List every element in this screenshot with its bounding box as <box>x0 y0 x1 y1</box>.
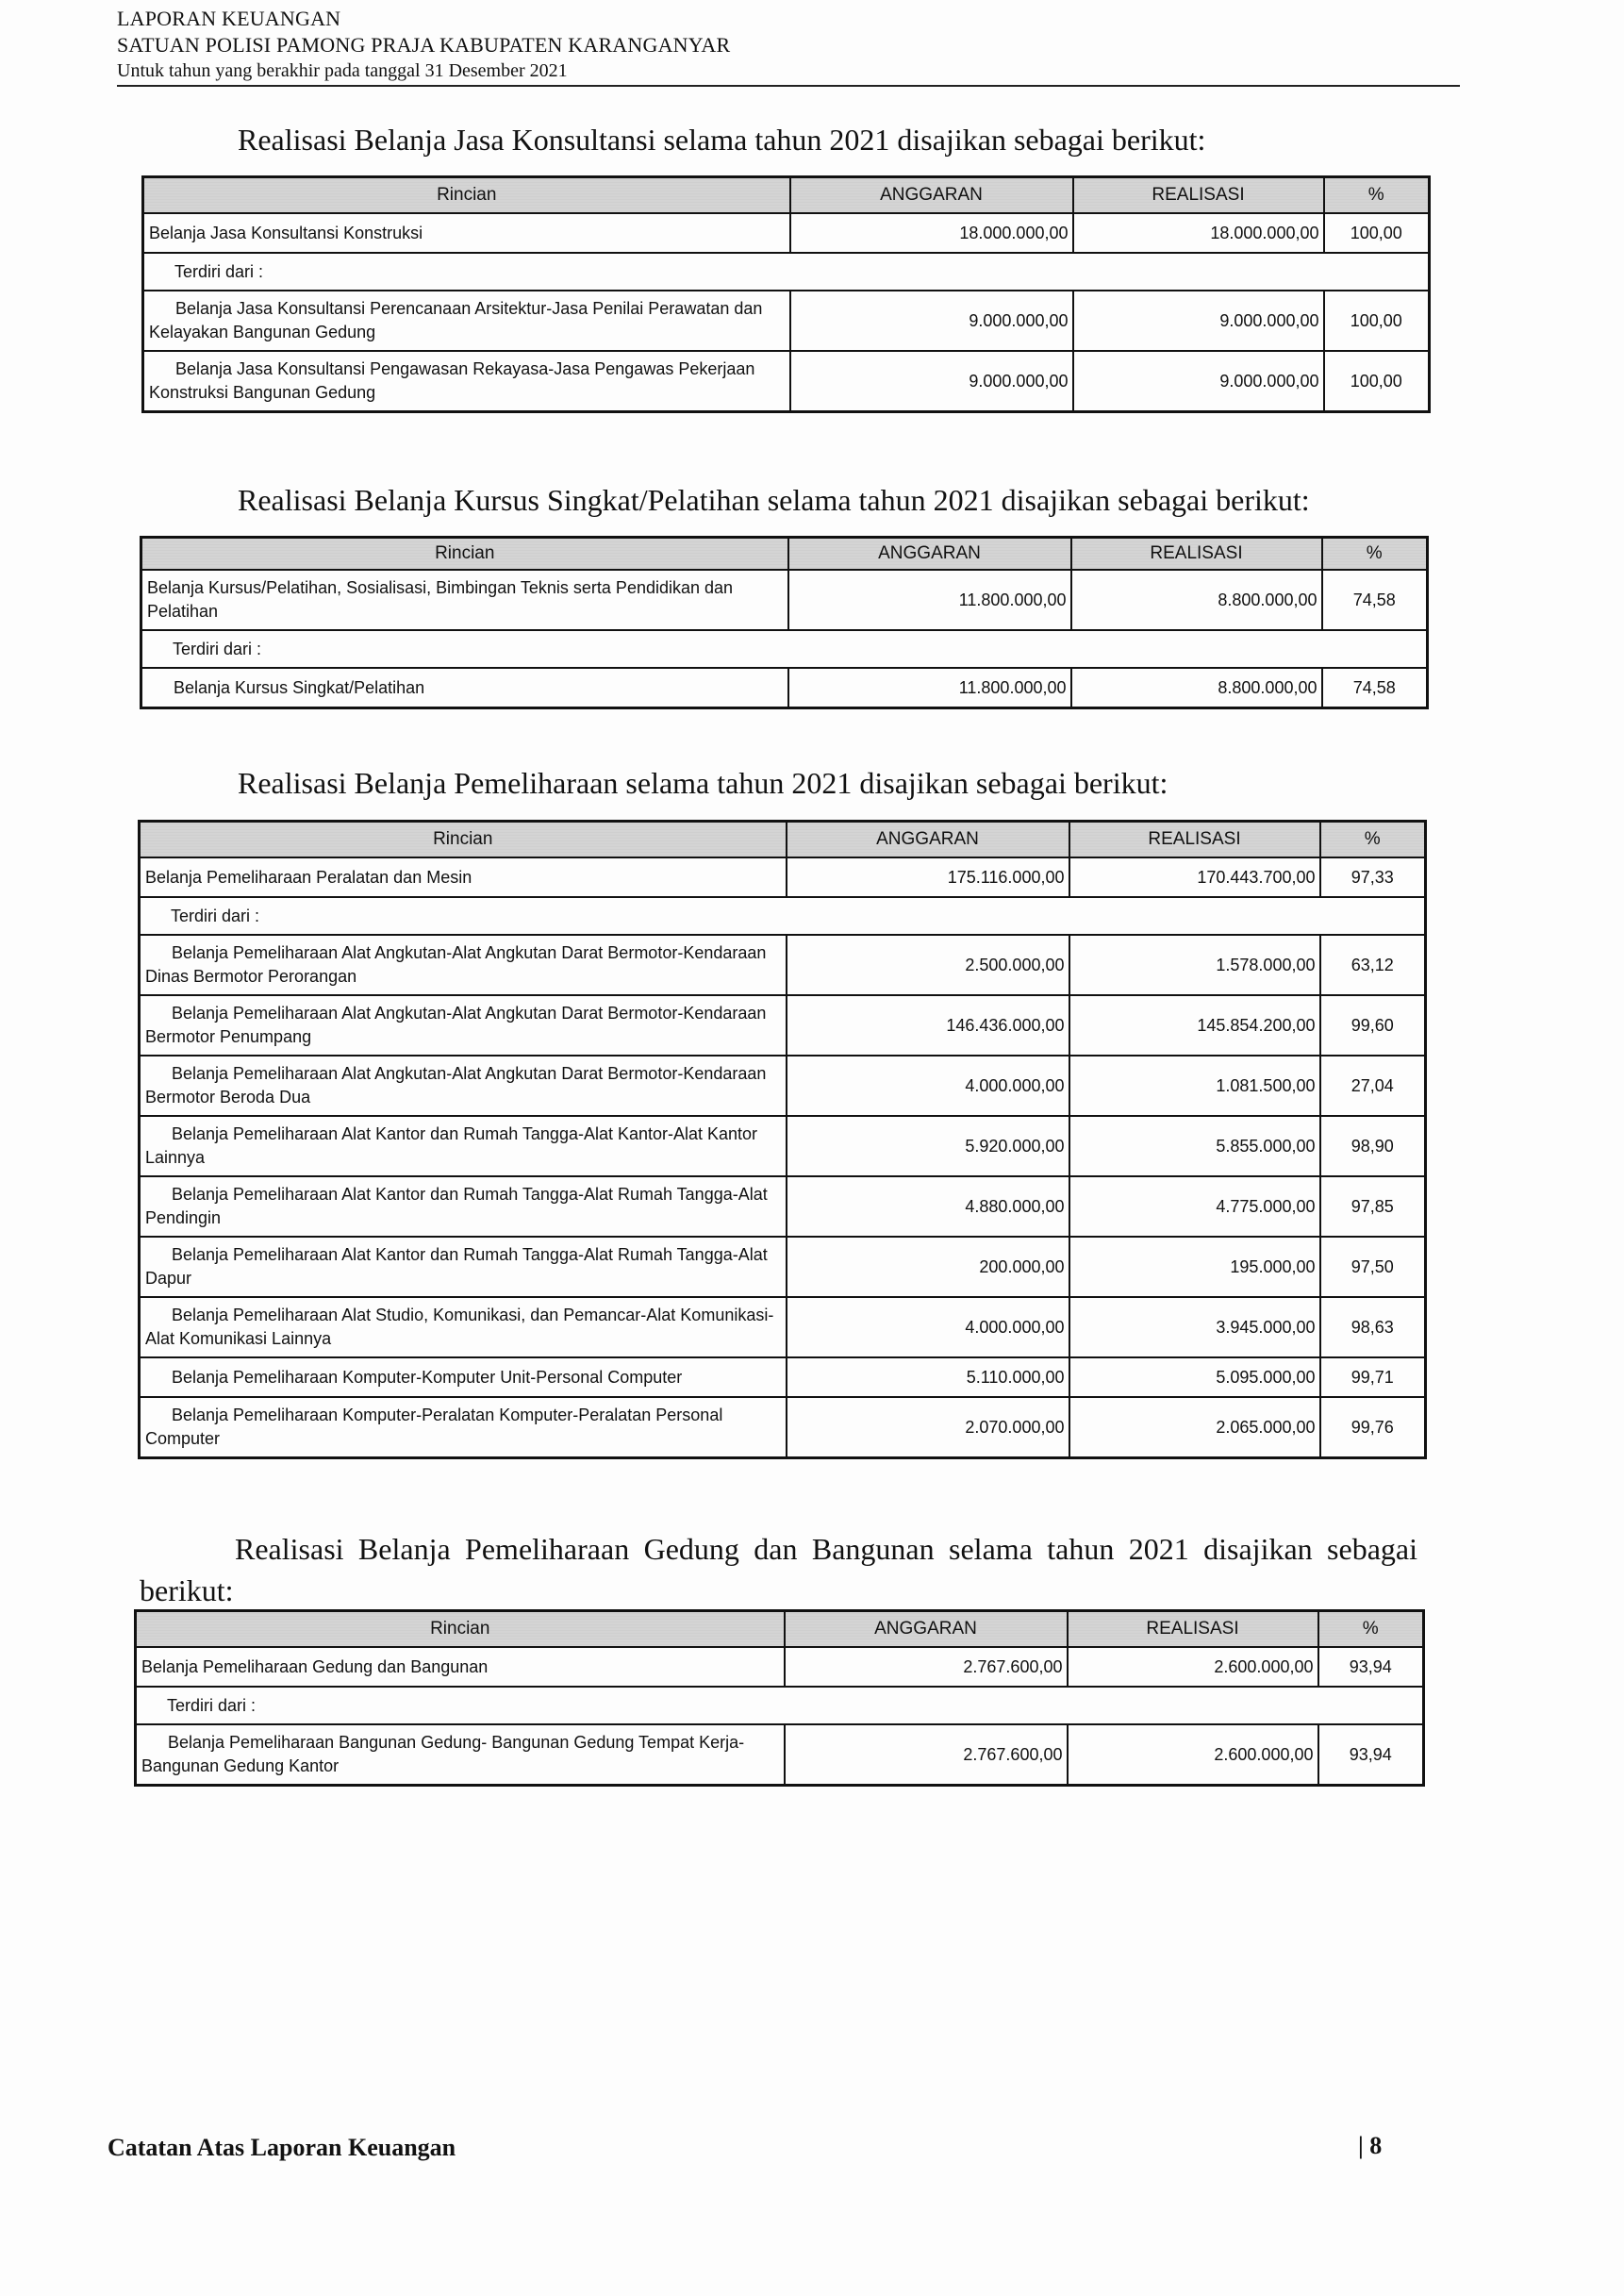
row-label: Belanja Pemeliharaan Alat Studio, Komunikasi, dan Pemancar-Alat Komunikasi-Alat Komunikasi Lainnya <box>140 1297 787 1357</box>
col-pct: % <box>1320 822 1426 858</box>
report-title: LAPORAN KEUANGAN <box>117 7 341 30</box>
section-title-kursus: Realisasi Belanja Kursus Singkat/Pelatihan selama tahun 2021 disajikan sebagai berikut: <box>238 483 1310 517</box>
row-label: Belanja Pemeliharaan Alat Kantor dan Rumah Tangga-Alat Kantor-Alat Kantor Lainnya <box>140 1116 787 1176</box>
row-realisasi: 9.000.000,00 <box>1073 351 1324 412</box>
row-anggaran: 2.767.600,00 <box>785 1724 1068 1786</box>
row-realisasi: 5.855.000,00 <box>1069 1116 1320 1176</box>
table-row <box>140 1397 1426 1458</box>
row-label: Belanja Pemeliharaan Alat Angkutan-Alat Angkutan Darat Bermotor-Kendaraan Bermotor Penumpang <box>140 995 787 1056</box>
row-realisasi: 195.000,00 <box>1069 1237 1320 1297</box>
row-anggaran: 5.110.000,00 <box>787 1357 1069 1397</box>
row-anggaran: 9.000.000,00 <box>790 291 1073 351</box>
row-anggaran: 200.000,00 <box>787 1237 1069 1297</box>
table-gedung-bangunan <box>134 1609 1425 1787</box>
table-row <box>140 995 1426 1056</box>
table-header-row <box>141 538 1428 571</box>
table-row-terdiri <box>143 253 1430 291</box>
table-row-main <box>136 1647 1424 1687</box>
row-label: Belanja Pemeliharaan Bangunan Gedung- Bangunan Gedung Tempat Kerja-Bangunan Gedung Kantor <box>136 1724 785 1786</box>
table-header-row <box>140 822 1426 858</box>
page-number: | 8 <box>1358 2132 1383 2159</box>
row-realisasi: 1.578.000,00 <box>1069 935 1320 995</box>
row-label: Belanja Pemeliharaan Alat Angkutan-Alat Angkutan Darat Bermotor-Kendaraan Dinas Bermotor Perorangan <box>140 935 787 995</box>
row-pct: 74,58 <box>1322 668 1428 708</box>
row-anggaran: 11.800.000,00 <box>788 668 1071 708</box>
row-label: Belanja Jasa Konsultansi Perencanaan Arsitektur-Jasa Penilai Perawatan dan Kelayakan Bangunan Gedung <box>143 291 790 351</box>
col-rincian: Rincian <box>143 177 790 214</box>
row-realisasi: 9.000.000,00 <box>1073 291 1324 351</box>
table-row <box>143 291 1430 351</box>
col-pct: % <box>1324 177 1430 214</box>
row-anggaran: 2.767.600,00 <box>785 1647 1068 1687</box>
table-row <box>140 1056 1426 1116</box>
row-realisasi: 2.065.000,00 <box>1069 1397 1320 1458</box>
report-entity: SATUAN POLISI PAMONG PRAJA KABUPATEN KARANGANYAR <box>117 33 731 57</box>
row-pct: 97,85 <box>1320 1176 1426 1237</box>
row-realisasi: 8.800.000,00 <box>1071 570 1322 630</box>
row-label: Belanja Pemeliharaan Komputer-Peralatan Komputer-Peralatan Personal Computer <box>140 1397 787 1458</box>
table-row-main <box>143 213 1430 253</box>
row-pct: 100,00 <box>1324 351 1430 412</box>
table-row <box>140 1297 1426 1357</box>
row-pct: 98,63 <box>1320 1297 1426 1357</box>
col-realisasi: REALISASI <box>1068 1611 1318 1648</box>
row-pct: 100,00 <box>1324 291 1430 351</box>
row-pct: 99,60 <box>1320 995 1426 1056</box>
footer-title: Catatan Atas Laporan Keuangan <box>108 2134 456 2161</box>
col-rincian: Rincian <box>141 538 788 571</box>
section-title-pemeliharaan: Realisasi Belanja Pemeliharaan selama tahun 2021 disajikan sebagai berikut: <box>238 766 1168 800</box>
row-realisasi: 5.095.000,00 <box>1069 1357 1320 1397</box>
table-row-main <box>140 857 1426 897</box>
row-realisasi: 170.443.700,00 <box>1069 857 1320 897</box>
col-realisasi: REALISASI <box>1069 822 1320 858</box>
row-anggaran: 11.800.000,00 <box>788 570 1071 630</box>
row-anggaran: 9.000.000,00 <box>790 351 1073 412</box>
row-pct: 100,00 <box>1324 213 1430 253</box>
row-realisasi: 8.800.000,00 <box>1071 668 1322 708</box>
table-row-terdiri <box>136 1687 1424 1724</box>
row-label: Belanja Kursus/Pelatihan, Sosialisasi, Bimbingan Teknis serta Pendidikan dan Pelatihan <box>141 570 788 630</box>
table-row <box>140 935 1426 995</box>
table-row <box>141 668 1428 708</box>
table-kursus-pelatihan <box>140 536 1429 709</box>
terdiri-label: Terdiri dari : <box>143 253 1430 291</box>
row-anggaran: 4.000.000,00 <box>787 1297 1069 1357</box>
col-rincian: Rincian <box>140 822 787 858</box>
row-realisasi: 1.081.500,00 <box>1069 1056 1320 1116</box>
table-row <box>140 1176 1426 1237</box>
row-label: Belanja Jasa Konsultansi Pengawasan Rekayasa-Jasa Pengawas Pekerjaan Konstruksi Bangunan Gedung <box>143 351 790 412</box>
row-label: Belanja Pemeliharaan Alat Kantor dan Rumah Tangga-Alat Rumah Tangga-Alat Pendingin <box>140 1176 787 1237</box>
table-header-row <box>136 1611 1424 1648</box>
row-pct: 98,90 <box>1320 1116 1426 1176</box>
terdiri-label: Terdiri dari : <box>141 630 1428 668</box>
row-pct: 97,50 <box>1320 1237 1426 1297</box>
terdiri-label: Terdiri dari : <box>136 1687 1424 1724</box>
row-realisasi: 18.000.000,00 <box>1073 213 1324 253</box>
table-row-terdiri <box>141 630 1428 668</box>
row-pct: 63,12 <box>1320 935 1426 995</box>
row-realisasi: 2.600.000,00 <box>1068 1724 1318 1786</box>
table-row-terdiri <box>140 897 1426 935</box>
row-label: Belanja Pemeliharaan Komputer-Komputer Unit-Personal Computer <box>140 1357 787 1397</box>
row-anggaran: 5.920.000,00 <box>787 1116 1069 1176</box>
table-row <box>140 1237 1426 1297</box>
row-label: Belanja Kursus Singkat/Pelatihan <box>141 668 788 708</box>
terdiri-label: Terdiri dari : <box>140 897 1426 935</box>
row-label: Belanja Pemeliharaan Alat Kantor dan Rumah Tangga-Alat Rumah Tangga-Alat Dapur <box>140 1237 787 1297</box>
col-pct: % <box>1322 538 1428 571</box>
section-title-gedung-bangunan: Realisasi Belanja Pemeliharaan Gedung dan Bangunan selama tahun 2021 disajikan sebagai berikut: <box>140 1532 1417 1607</box>
table-header-row <box>143 177 1430 214</box>
section-title-jasa-konsultansi: Realisasi Belanja Jasa Konsultansi selama tahun 2021 disajikan sebagai berikut: <box>238 123 1206 157</box>
row-pct: 97,33 <box>1320 857 1426 897</box>
col-pct: % <box>1318 1611 1424 1648</box>
row-realisasi: 145.854.200,00 <box>1069 995 1320 1056</box>
report-period: Untuk tahun yang berakhir pada tanggal 31 Desember 2021 <box>117 60 568 81</box>
row-anggaran: 18.000.000,00 <box>790 213 1073 253</box>
report-header <box>117 6 1460 87</box>
table-row <box>140 1357 1426 1397</box>
row-pct: 74,58 <box>1322 570 1428 630</box>
row-pct: 99,76 <box>1320 1397 1426 1458</box>
row-realisasi: 4.775.000,00 <box>1069 1176 1320 1237</box>
row-anggaran: 2.500.000,00 <box>787 935 1069 995</box>
row-pct: 93,94 <box>1318 1647 1424 1687</box>
col-anggaran: ANGGARAN <box>785 1611 1068 1648</box>
row-label: Belanja Jasa Konsultansi Konstruksi <box>143 213 790 253</box>
col-anggaran: ANGGARAN <box>790 177 1073 214</box>
row-label: Belanja Pemeliharaan Gedung dan Bangunan <box>136 1647 785 1687</box>
table-row-main <box>141 570 1428 630</box>
row-anggaran: 4.880.000,00 <box>787 1176 1069 1237</box>
row-anggaran: 2.070.000,00 <box>787 1397 1069 1458</box>
row-pct: 27,04 <box>1320 1056 1426 1116</box>
table-jasa-konsultansi <box>141 175 1431 413</box>
row-label: Belanja Pemeliharaan Peralatan dan Mesin <box>140 857 787 897</box>
row-realisasi: 3.945.000,00 <box>1069 1297 1320 1357</box>
col-rincian: Rincian <box>136 1611 785 1648</box>
col-anggaran: ANGGARAN <box>787 822 1069 858</box>
row-pct: 99,71 <box>1320 1357 1426 1397</box>
row-pct: 93,94 <box>1318 1724 1424 1786</box>
row-label: Belanja Pemeliharaan Alat Angkutan-Alat Angkutan Darat Bermotor-Kendaraan Bermotor Beroda Dua <box>140 1056 787 1116</box>
table-row <box>136 1724 1424 1786</box>
col-anggaran: ANGGARAN <box>788 538 1071 571</box>
row-anggaran: 175.116.000,00 <box>787 857 1069 897</box>
row-realisasi: 2.600.000,00 <box>1068 1647 1318 1687</box>
col-realisasi: REALISASI <box>1071 538 1322 571</box>
table-row <box>140 1116 1426 1176</box>
row-anggaran: 4.000.000,00 <box>787 1056 1069 1116</box>
col-realisasi: REALISASI <box>1073 177 1324 214</box>
row-anggaran: 146.436.000,00 <box>787 995 1069 1056</box>
table-pemeliharaan <box>138 820 1427 1459</box>
table-row <box>143 351 1430 412</box>
